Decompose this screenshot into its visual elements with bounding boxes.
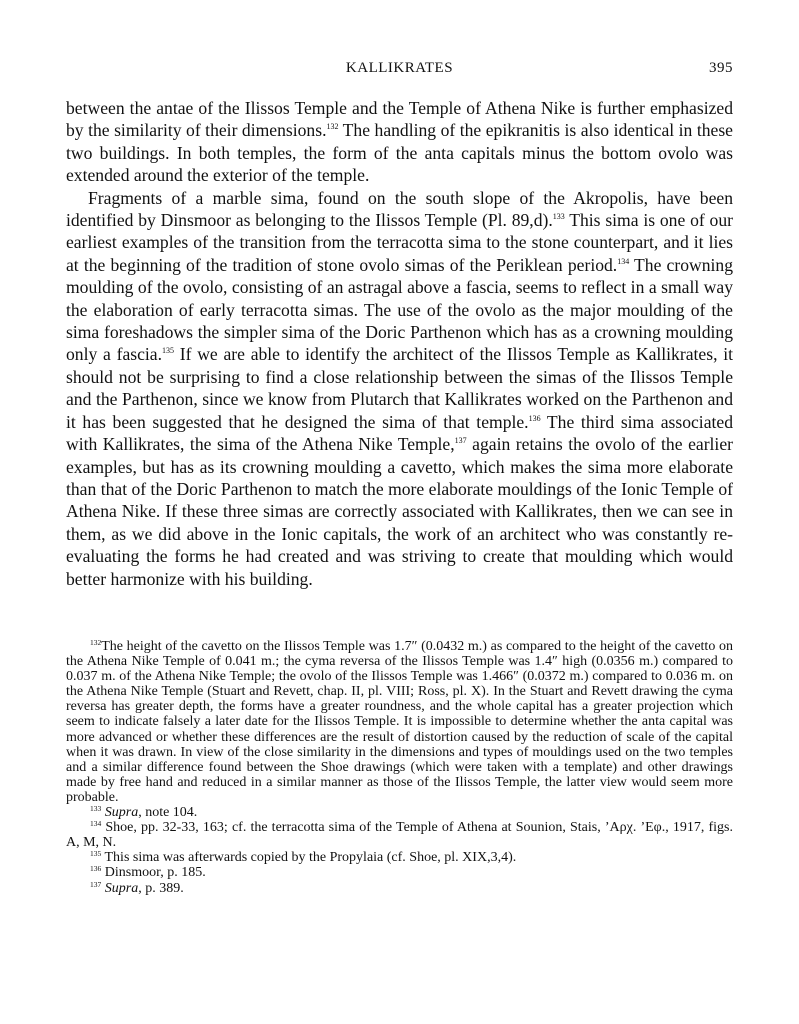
footnote-ref: 137 xyxy=(454,436,467,446)
footnote-text: Dinsmoor, p. 185. xyxy=(104,865,206,881)
text-run: The third sima associated with Kallikrates, the sima of the Athena Nike Temple, xyxy=(66,411,734,455)
page-header xyxy=(66,60,733,84)
footnote-ref: 134 xyxy=(617,256,630,266)
footnote-number: 137 xyxy=(90,879,102,889)
footnote-ref: 135 xyxy=(162,346,174,356)
text-run: again retains the ovolo of the earlier examples, but has as its crowning moulding a cavetto, which makes the sima more elaborate than that of the Doric Parthenon to match the more elaborate mouldings of the Ionic Temple of Athena Nike. If these three simas are correctly associated with Kallikrates, then we can see in them, as we did above in the Ionic capitals, the work of an architect who was constantly re-evaluating the forms he had created and was striving to create that moulding which would better harmonize with his building. xyxy=(66,434,733,589)
text-run: Fragments of a marble sima, found on the south slope of the Akropolis, have been identified by Dinsmoor as belonging to the Ilissos Temple (Pl. 89,d). xyxy=(66,187,733,231)
footnote-number: 133 xyxy=(90,804,102,814)
paragraph-sima xyxy=(66,187,733,590)
footnote-text: Shoe, pp. 32-33, 163; cf. the terracotta sima of the Temple of Athena at Sounion, Stais, ’Αρχ. ’Εφ., 1917, figs. A, M, N. xyxy=(66,820,734,851)
footnote-italic: Supra xyxy=(104,880,139,896)
footnote-135 xyxy=(66,850,733,865)
text-run: This sima is one of our earliest examples of the transition from the terracotta sima to the stone counterpart, and it lies at the beginning of the tradition of stone ovolo simas of the Periklean period. xyxy=(66,210,733,275)
footnote-number: 135 xyxy=(90,849,102,859)
footnote-ref: 133 xyxy=(552,212,565,222)
footnote-number: 136 xyxy=(90,864,102,874)
footnote-italic: Supra xyxy=(104,805,139,821)
page-number: 395 xyxy=(709,60,733,76)
footnote-number: 134 xyxy=(90,819,102,829)
footnote-text: This sima was afterwards copied by the Propylaia (cf. Shoe, pl. XIX,3,4). xyxy=(104,850,517,866)
paragraph-continued xyxy=(66,97,733,187)
footnote-number: 132 xyxy=(90,638,102,647)
body-text xyxy=(66,97,733,590)
footnotes xyxy=(66,639,733,896)
footnote-137 xyxy=(66,881,733,896)
running-head: KALLIKRATES xyxy=(345,60,454,76)
text-run: between the antae of the Ilissos Temple and the Temple of Athena Nike is further emphasized by the similarity of their dimensions. xyxy=(66,98,733,141)
footnote-134 xyxy=(66,820,733,850)
footnote-133 xyxy=(66,805,733,820)
footnote-text: , p. 389. xyxy=(138,880,184,896)
footnote-132 xyxy=(66,639,733,805)
footnote-ref: 136 xyxy=(528,413,541,423)
footnote-text: The height of the cavetto on the Ilissos Temple was 1.7″ (0.0432 m.) as compared to the height of the cavetto on the Athena Nike Temple of 0.041 m.; the cyma reversa of the Ilissos Temple was 1.4″ high (0.0356 m.) compared to 0.037 m. of the Athena Nike Temple; the ovolo of the Ilissos Temple was 1.466″ (0.0372 m.) compared to 0.036 m. on the Athena Nike Temple (Stuart and Revett, chap. II, pl. VIII; Ross, pl. X). In the Stuart and Revett drawing the cyma reversa has greater depth, the forms have a greater roundness, and the whole capital has a greater projection which seem to indicate falsely a later date for the Ilissos Temple. It is impossible to determine whether the anta capital was more advanced or whether these differences are the result of distortion caused by the reduction of scale of the capital when it was drawn. In view of the close similarity in the dimensions and types of mouldings used on the two temples and a similar difference found between the Shoe drawings (which were taken with a template) and other drawings made by free hand and reduced in a similar manner as those of the Ilissos Temple, the latter view would seem more probable. xyxy=(66,639,733,805)
text-run: The handling of the epikranitis is also identical in these two buildings. In both temples, the form of the anta capitals minus the bottom ovolo was extended around the exterior of the temple. xyxy=(66,120,733,186)
footnote-ref: 132 xyxy=(326,122,339,132)
footnote-text: , note 104. xyxy=(138,805,198,821)
footnote-136 xyxy=(66,865,733,880)
text-run: The crowning moulding of the ovolo, consisting of an astragal above a fascia, seems to reflect in a small way the elaboration of early terracotta simas. The use of the ovolo as the major moulding of the sima foreshadows the simpler sima of the Doric Parthenon which has as a crowning moulding only a fascia. xyxy=(66,254,733,365)
text-run: If we are able to identify the architect of the Ilissos Temple as Kallikrates, it should not be surprising to find a close relationship between the simas of the Ilissos Temple and the Parthenon, since we know from Plutarch that Kallikrates worked on the Parthenon and it has been suggested that he designed the sima of that temple. xyxy=(66,344,733,432)
